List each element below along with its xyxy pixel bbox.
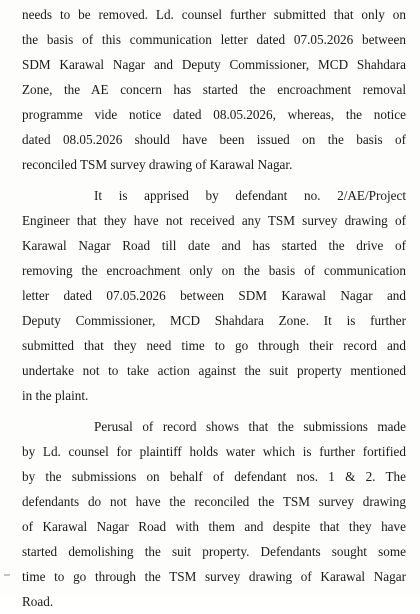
text-line: dated 08.05.2026 should have been issued on the basis of xyxy=(22,132,406,147)
text-line: Road. xyxy=(22,594,54,609)
text-line: started demolishing the suit property. Defendants sought some xyxy=(22,544,406,559)
document-body xyxy=(22,2,406,614)
text-line: time to go through the TSM survey drawing of Karawal Nagar xyxy=(22,569,406,584)
text-line: needs to be removed. Ld. counsel further submitted that only on xyxy=(22,7,406,22)
text-line: of Karawal Nagar Road with them and despite that they have xyxy=(22,519,406,534)
text-line: reconciled TSM survey drawing of Karawal Nagar. xyxy=(22,157,293,172)
text-line: undertake not to take action against the suit property mentioned xyxy=(22,363,406,378)
scan-mark xyxy=(4,574,10,576)
text-line: programme vide notice dated 08.05.2026, whereas, the notice xyxy=(22,107,406,122)
text-line: Engineer that they have not received any TSM survey drawing of xyxy=(22,213,406,228)
text-line: Zone, the AE concern has started the encroachment removal xyxy=(22,82,406,97)
text-line: removing the encroachment only on the basis of communication xyxy=(22,263,406,278)
text-line: defendants do not have the reconciled the TSM survey drawing xyxy=(22,494,406,509)
text-line: submitted that they need time to go through their record and xyxy=(22,338,406,353)
text-line: in the plaint. xyxy=(22,388,89,403)
paragraph-2 xyxy=(22,183,406,408)
text-line: the basis of this communication letter dated 07.05.2026 between xyxy=(22,32,406,47)
text-line: It is apprised by defendant no. 2/AE/Project xyxy=(94,188,406,203)
text-line: Deputy Commissioner, MCD Shahdara Zone. It is further xyxy=(22,313,406,328)
text-line: SDM Karawal Nagar and Deputy Commissioner, MCD Shahdara xyxy=(22,57,406,72)
text-line: by Ld. counsel for plaintiff holds water which is further fortified xyxy=(22,444,406,459)
paragraph-1 xyxy=(22,2,406,177)
text-line: Karawal Nagar Road till date and has started the drive of xyxy=(22,238,406,253)
paragraph-3 xyxy=(22,414,406,614)
text-line: letter dated 07.05.2026 between SDM Karawal Nagar and xyxy=(22,288,406,303)
text-line: Perusal of record shows that the submissions made xyxy=(94,419,406,434)
text-line: by the submissions on behalf of defendant nos. 1 & 2. The xyxy=(22,469,406,484)
